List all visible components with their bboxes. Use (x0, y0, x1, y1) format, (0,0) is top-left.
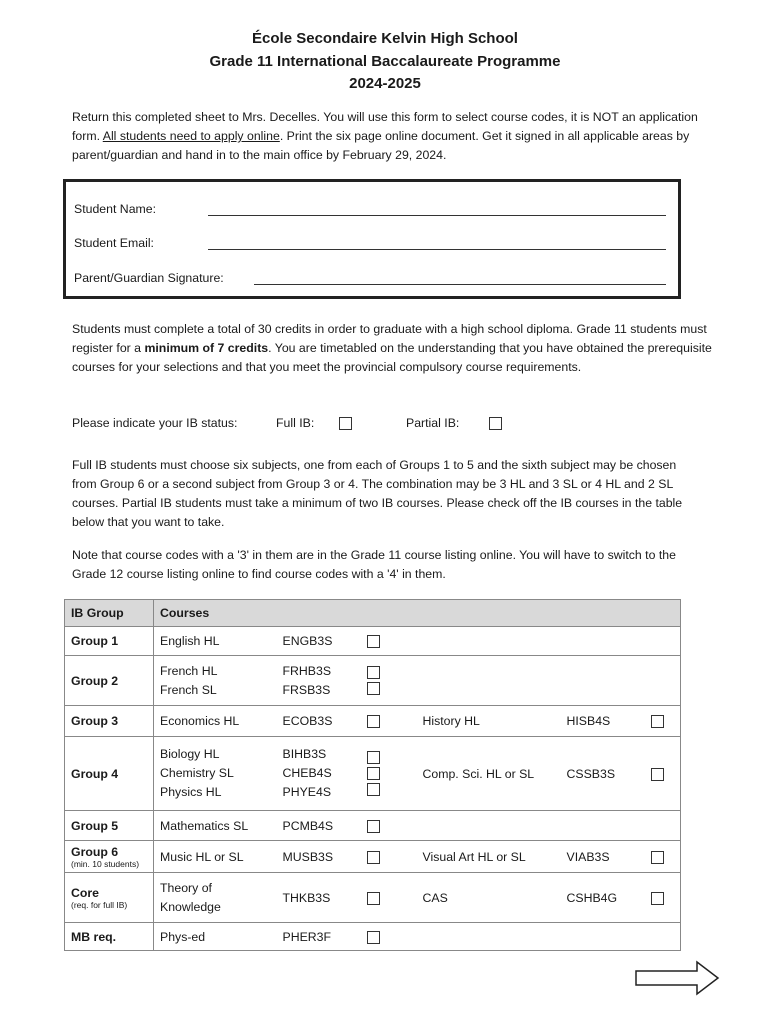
group-4-label: Group 4 (65, 737, 154, 811)
course-english-hl: English HL (154, 627, 283, 656)
course-tok-line1: Theory of (160, 880, 212, 895)
code-pcmb4s: PCMB4S (283, 811, 367, 841)
programme-title: Grade 11 International Baccalaureate Programme (209, 53, 561, 70)
code-bihb3s: BIHB3S (282, 747, 327, 761)
code-engb3s: ENGB3S (283, 627, 367, 656)
cas-checkbox[interactable] (651, 892, 664, 905)
group-2-label: Group 2 (65, 656, 154, 706)
group-3-label: Group 3 (65, 706, 154, 737)
partial-ib-checkbox[interactable] (489, 417, 502, 430)
course-phys-ed: Phys-ed (154, 923, 283, 951)
full-ib-paragraph: Full IB students must choose six subjects, one from each of Groups 1 to 5 and the sixth subject may be chosen from Group 6 or a second subject from Group 3 or 4. The combination may be 3 HL and 3 SL or 4 HL and 2 SL courses. Partial IB students must take a minimum of two IB courses. Please check off the IB courses in the table below that you want to take. (72, 458, 683, 529)
group-6-note: (min. 10 students) (71, 858, 140, 869)
ib-status-prompt: Please indicate your IB status: (72, 416, 238, 430)
course-chemistry-sl: Chemistry SL (160, 766, 234, 780)
code-musb3s: MUSB3S (283, 841, 367, 873)
table-row (65, 873, 681, 923)
ib-course-table (64, 599, 681, 951)
school-title: École Secondaire Kelvin High School (252, 30, 518, 47)
student-email-field[interactable] (208, 249, 666, 250)
course-comp-sci: Comp. Sci. HL or SL (417, 737, 567, 811)
french-sl-checkbox[interactable] (367, 682, 380, 695)
group-5-label: Group 5 (65, 811, 154, 841)
code-phye4s: PHYE4S (282, 785, 332, 799)
course-cas: CAS (417, 873, 567, 923)
course-history-hl: History HL (417, 706, 567, 737)
intro-paragraph (72, 108, 712, 165)
year-title: 2024-2025 (349, 75, 421, 92)
table-row (65, 811, 681, 841)
course-mathematics-sl: Mathematics SL (154, 811, 283, 841)
student-name-field[interactable] (208, 215, 666, 216)
minimum-credits-text: minimum of 7 credits (144, 341, 269, 355)
note-paragraph: Note that course codes with a '3' in them are in the Grade 11 course listing online. You will have to switch to the Grade 12 course listing online to find course codes with a '4' in them. (72, 548, 676, 581)
course-music: Music HL or SL (154, 841, 283, 873)
full-ib-checkbox[interactable] (339, 417, 352, 430)
mathematics-sl-checkbox[interactable] (367, 820, 380, 833)
code-ecob3s: ECOB3S (283, 706, 367, 737)
next-page-arrow-icon (635, 960, 721, 996)
table-header-row (65, 600, 681, 627)
group-1-label: Group 1 (65, 627, 154, 656)
course-economics-hl: Economics HL (154, 706, 283, 737)
mb-req-label: MB req. (65, 923, 154, 951)
intro-text-2: . Print the six page online document. Get it signed in all applicable areas by parent/guardian and hand in to the main office by February 29, 2024. (72, 129, 690, 162)
group-6-label: Group 6 (71, 844, 119, 859)
parent-signature-label: Parent/Guardian Signature: (74, 271, 224, 285)
code-frhb3s: FRHB3S (282, 663, 332, 678)
phys-ed-checkbox[interactable] (367, 931, 380, 944)
code-cshb4g: CSHB4G (567, 873, 651, 923)
parent-signature-field[interactable] (254, 284, 666, 285)
partial-ib-label: Partial IB: (406, 416, 460, 430)
course-french-hl: French HL (160, 663, 218, 678)
table-row (65, 656, 681, 706)
code-frsb3s: FRSB3S (282, 682, 331, 697)
course-biology-hl: Biology HL (160, 747, 220, 761)
core-label: Core (71, 885, 100, 900)
chemistry-sl-checkbox[interactable] (367, 767, 380, 780)
economics-hl-checkbox[interactable] (367, 715, 380, 728)
visual-art-checkbox[interactable] (651, 851, 664, 864)
apply-online-text: All students need to apply online (102, 129, 280, 143)
credits-paragraph (72, 320, 712, 377)
table-row (65, 841, 681, 873)
course-visual-art: Visual Art HL or SL (417, 841, 567, 873)
table-row (65, 737, 681, 811)
code-pher3f: PHER3F (283, 923, 367, 951)
student-info-box (63, 179, 681, 299)
biology-hl-checkbox[interactable] (367, 751, 380, 764)
credits-text-1: Students must complete a total of 30 credits in order to graduate with a high school diploma. Grade 11 students must register for a (72, 322, 707, 355)
music-checkbox[interactable] (367, 851, 380, 864)
english-hl-checkbox[interactable] (367, 635, 380, 648)
code-viab3s: VIAB3S (567, 841, 651, 873)
full-ib-label: Full IB: (276, 416, 315, 430)
code-cheb4s: CHEB4S (282, 766, 332, 780)
table-row (65, 706, 681, 737)
course-tok-line2: Knowledge (160, 899, 221, 914)
credits-text-2: . You are timetabled on the understanding that you have obtained the prerequisite courses for your selections and that you meet the provincial compulsory course requirements. (72, 341, 712, 374)
header-courses: Courses (154, 600, 681, 627)
intro-text-1: Return this completed sheet to Mrs. Decelles. You will use this form to select course codes, it is NOT an application form. (72, 110, 698, 143)
tok-checkbox[interactable] (367, 892, 380, 905)
code-thkb3s: THKB3S (283, 873, 367, 923)
core-note: (req. for full IB) (71, 899, 128, 910)
course-physics-hl: Physics HL (160, 785, 222, 799)
french-hl-checkbox[interactable] (367, 666, 380, 679)
code-hisb4s: HISB4S (567, 706, 651, 737)
code-cssb3s: CSSB3S (567, 737, 651, 811)
student-name-label: Student Name: (74, 202, 157, 216)
table-row (65, 627, 681, 656)
course-french-sl: French SL (160, 682, 217, 697)
physics-hl-checkbox[interactable] (367, 783, 380, 796)
table-row (65, 923, 681, 951)
history-hl-checkbox[interactable] (651, 715, 664, 728)
comp-sci-checkbox[interactable] (651, 768, 664, 781)
student-email-label: Student Email: (74, 236, 154, 250)
header-ib-group: IB Group (65, 600, 154, 627)
